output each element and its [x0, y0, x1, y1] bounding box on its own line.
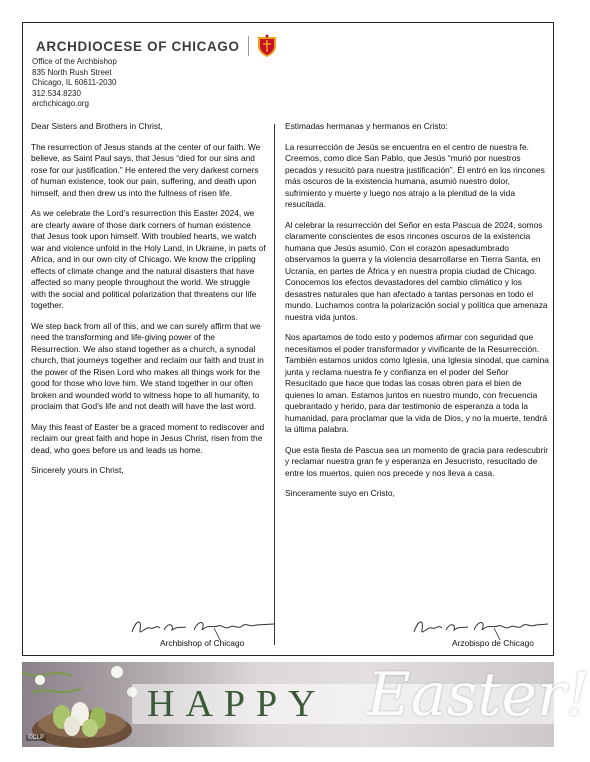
paragraph: The resurrection of Jesus stands at the center of our faith. We believe, as Saint Paul says, that Jesus “died for our sins and rose for our justification.” He entered the very darkest corners of human existence, took our pain, suffering, and death upon himself, and then drew us into the fullness of risen life.	[31, 141, 261, 198]
easter-banner	[22, 660, 590, 747]
paragraph: Nos apartamos de todo esto y podemos afirmar con seguridad que necesitamos el poder transformador y vivificante de la Resurrección. También estamos unidos como Iglesia, una Iglesia sinodal, que camina junta y reclama nuestra fe y confianza en el poder del Señor Resucitado que hace que todas las cosas obren para el bien de quienes lo aman. Estamos juntos en nuestro mundo, con frecuencia quebrantado y herido, para dar testimonio de esperanza a toda la humanidad, para proclamar que la vida de Dios, y no la muerte, tendrá la última palabra.	[285, 332, 549, 434]
archdiocese-crest-icon	[256, 34, 278, 58]
banner-happy-text: HAPPY	[147, 683, 327, 725]
banner-easter-text: Easter!	[367, 660, 590, 730]
paragraph: Al celebrar la resurrección del Señor en esta Pascua de 2024, somos claramente conscientes de esos rincones oscuros de la existencia humana que Jesús asumió. Con el corazón apesadumbrado observamos la guerra y la violencia desarrollarse en Tierra Santa, en Ucrania, en partes de África y en nuestra propia ciudad de Chicago. Conocemos los efectos devastadores del cambio climático y los desastres naturales que han afectado a tantas personas en todo el mundo. Luchamos contra la polarización social y política que amenaza nuestra vida juntos.	[285, 219, 548, 322]
address-line: Chicago, IL 60611-2030	[32, 78, 117, 87]
letterhead	[36, 34, 278, 58]
closing: Sincerely yours in Christ,	[31, 465, 124, 475]
signature-caption-english: Archbishop of Chicago	[160, 638, 245, 648]
paragraph: May this feast of Easter be a graced moment to rediscover and reclaim our great faith and hope in Jesus Christ, risen from the dead, who goes before us and leads us home.	[31, 421, 265, 455]
spanish-letter	[285, 121, 551, 509]
address-line: archchicago.org	[32, 99, 89, 108]
header-divider	[248, 36, 249, 56]
paragraph: La resurrección de Jesús se encuentra en el centro de nuestra fe. Creemos, como dice San Pablo, que Jesús “murió por nuestros pecados y resucitó para nuestra justificación”. Él entró en los rincones más oscuros de la existencia humana, asumió nuestro dolor, sufrimiento y muerte y luego nos atrajo a la plenitud de la vida resucitada.	[285, 141, 545, 209]
photo-credit: ©CLP	[28, 735, 45, 741]
signature-caption-spanish: Arzobispo de Chicago	[452, 638, 534, 648]
salutation: Dear Sisters and Brothers in Christ,	[31, 121, 163, 131]
address-line: Office of the Archbishop	[32, 57, 117, 66]
salutation: Estimadas hermanas y hermanos en Cristo:	[285, 121, 448, 131]
paragraph: As we celebrate the Lord’s resurrection this Easter 2024, we are clearly aware of those dark corners of human existence that Jesus took upon himself. With troubled hearts, we watch war and violence unfold in the Holy Land, in Ukraine, in parts of Africa, and in our own city of Chicago. We know the crippling effects of climate change and the natural disasters that have affected so many people throughout the world. We struggle with the social and political polarization that threatens our life together.	[31, 208, 266, 310]
paragraph: Que esta fiesta de Pascua sea un momento de gracia para redescubrir y reclamar nuestra gran fe y esperanza en Jesucristo, resucitado de entre los muertos, quien nos precede y nos lleva a casa.	[285, 444, 549, 478]
paragraph: We step back from all of this, and we can surely affirm that we need the transforming and life-giving power of the Resurrection. We also stand together as a church, a synodal church, that journeys together and reclaim our faith and trust in the power of the Risen Lord who makes all things work for the good for those who love him. We stand together in our often broken and wounded world to witness hope to all humanity, to proclaim that God’s life and not death will have the last word.	[31, 320, 264, 411]
address-block	[32, 57, 117, 110]
column-divider	[274, 124, 275, 645]
address-line: 312.534.8230	[32, 88, 81, 98]
english-letter	[31, 121, 267, 486]
org-name: ARCHDIOCESE OF CHICAGO	[36, 38, 240, 54]
closing: Sinceramente suyo en Cristo,	[285, 488, 395, 498]
address-line: 835 North Rush Street	[32, 67, 112, 77]
